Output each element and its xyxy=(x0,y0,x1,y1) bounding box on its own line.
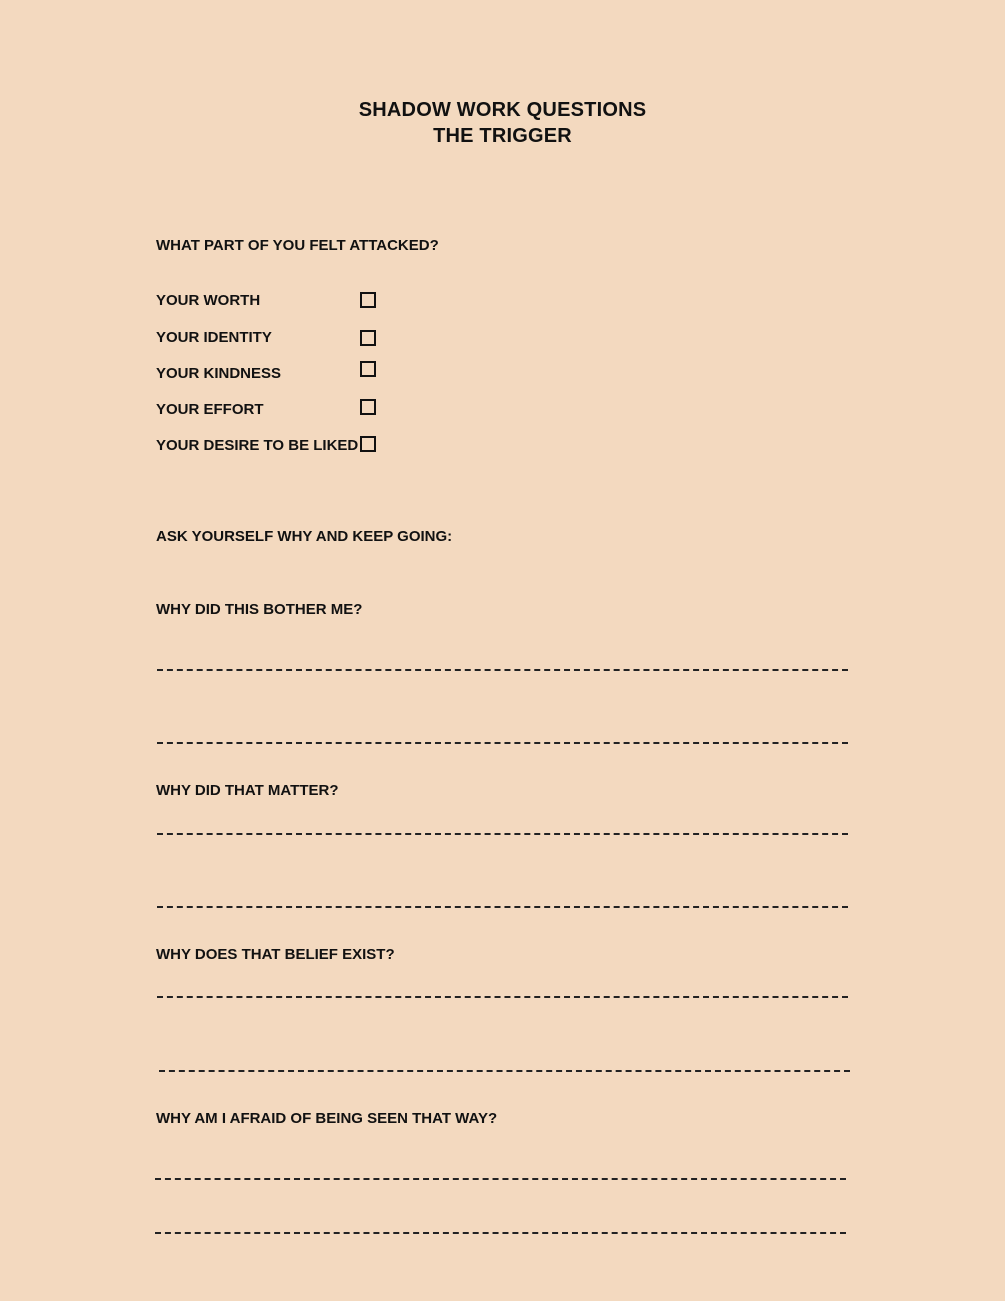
checkbox-desire-to-be-liked[interactable] xyxy=(360,436,376,452)
option-label-worth: YOUR WORTH xyxy=(156,292,261,309)
checkbox-worth[interactable] xyxy=(360,292,376,308)
prompt-text: ASK YOURSELF WHY AND KEEP GOING: xyxy=(156,528,453,545)
attacked-question: WHAT PART OF YOU FELT ATTACKED? xyxy=(156,237,439,254)
option-label-effort: YOUR EFFORT xyxy=(156,401,264,418)
answer-line-bother-2[interactable] xyxy=(157,742,848,744)
answer-line-bother-1[interactable] xyxy=(157,669,848,671)
checkbox-identity[interactable] xyxy=(360,330,376,346)
option-label-identity: YOUR IDENTITY xyxy=(156,329,272,346)
answer-line-matter-1[interactable] xyxy=(157,833,848,835)
question-belief: WHY DOES THAT BELIEF EXIST? xyxy=(156,946,395,963)
checkbox-effort[interactable] xyxy=(360,399,376,415)
answer-line-belief-1[interactable] xyxy=(157,996,848,998)
answer-line-afraid-1[interactable] xyxy=(155,1178,846,1180)
option-label-desire-to-be-liked: YOUR DESIRE TO BE LIKED xyxy=(156,437,359,454)
title-line-2: THE TRIGGER xyxy=(433,125,572,147)
question-afraid: WHY AM I AFRAID OF BEING SEEN THAT WAY? xyxy=(156,1110,498,1127)
option-label-kindness: YOUR KINDNESS xyxy=(156,365,282,382)
answer-line-matter-2[interactable] xyxy=(157,906,848,908)
answer-line-belief-2[interactable] xyxy=(159,1070,850,1072)
checkbox-kindness[interactable] xyxy=(360,361,376,377)
question-bother: WHY DID THIS BOTHER ME? xyxy=(156,601,363,618)
answer-line-afraid-2[interactable] xyxy=(155,1232,846,1234)
title-line-1: SHADOW WORK QUESTIONS xyxy=(358,99,647,121)
question-matter: WHY DID THAT MATTER? xyxy=(156,782,339,799)
